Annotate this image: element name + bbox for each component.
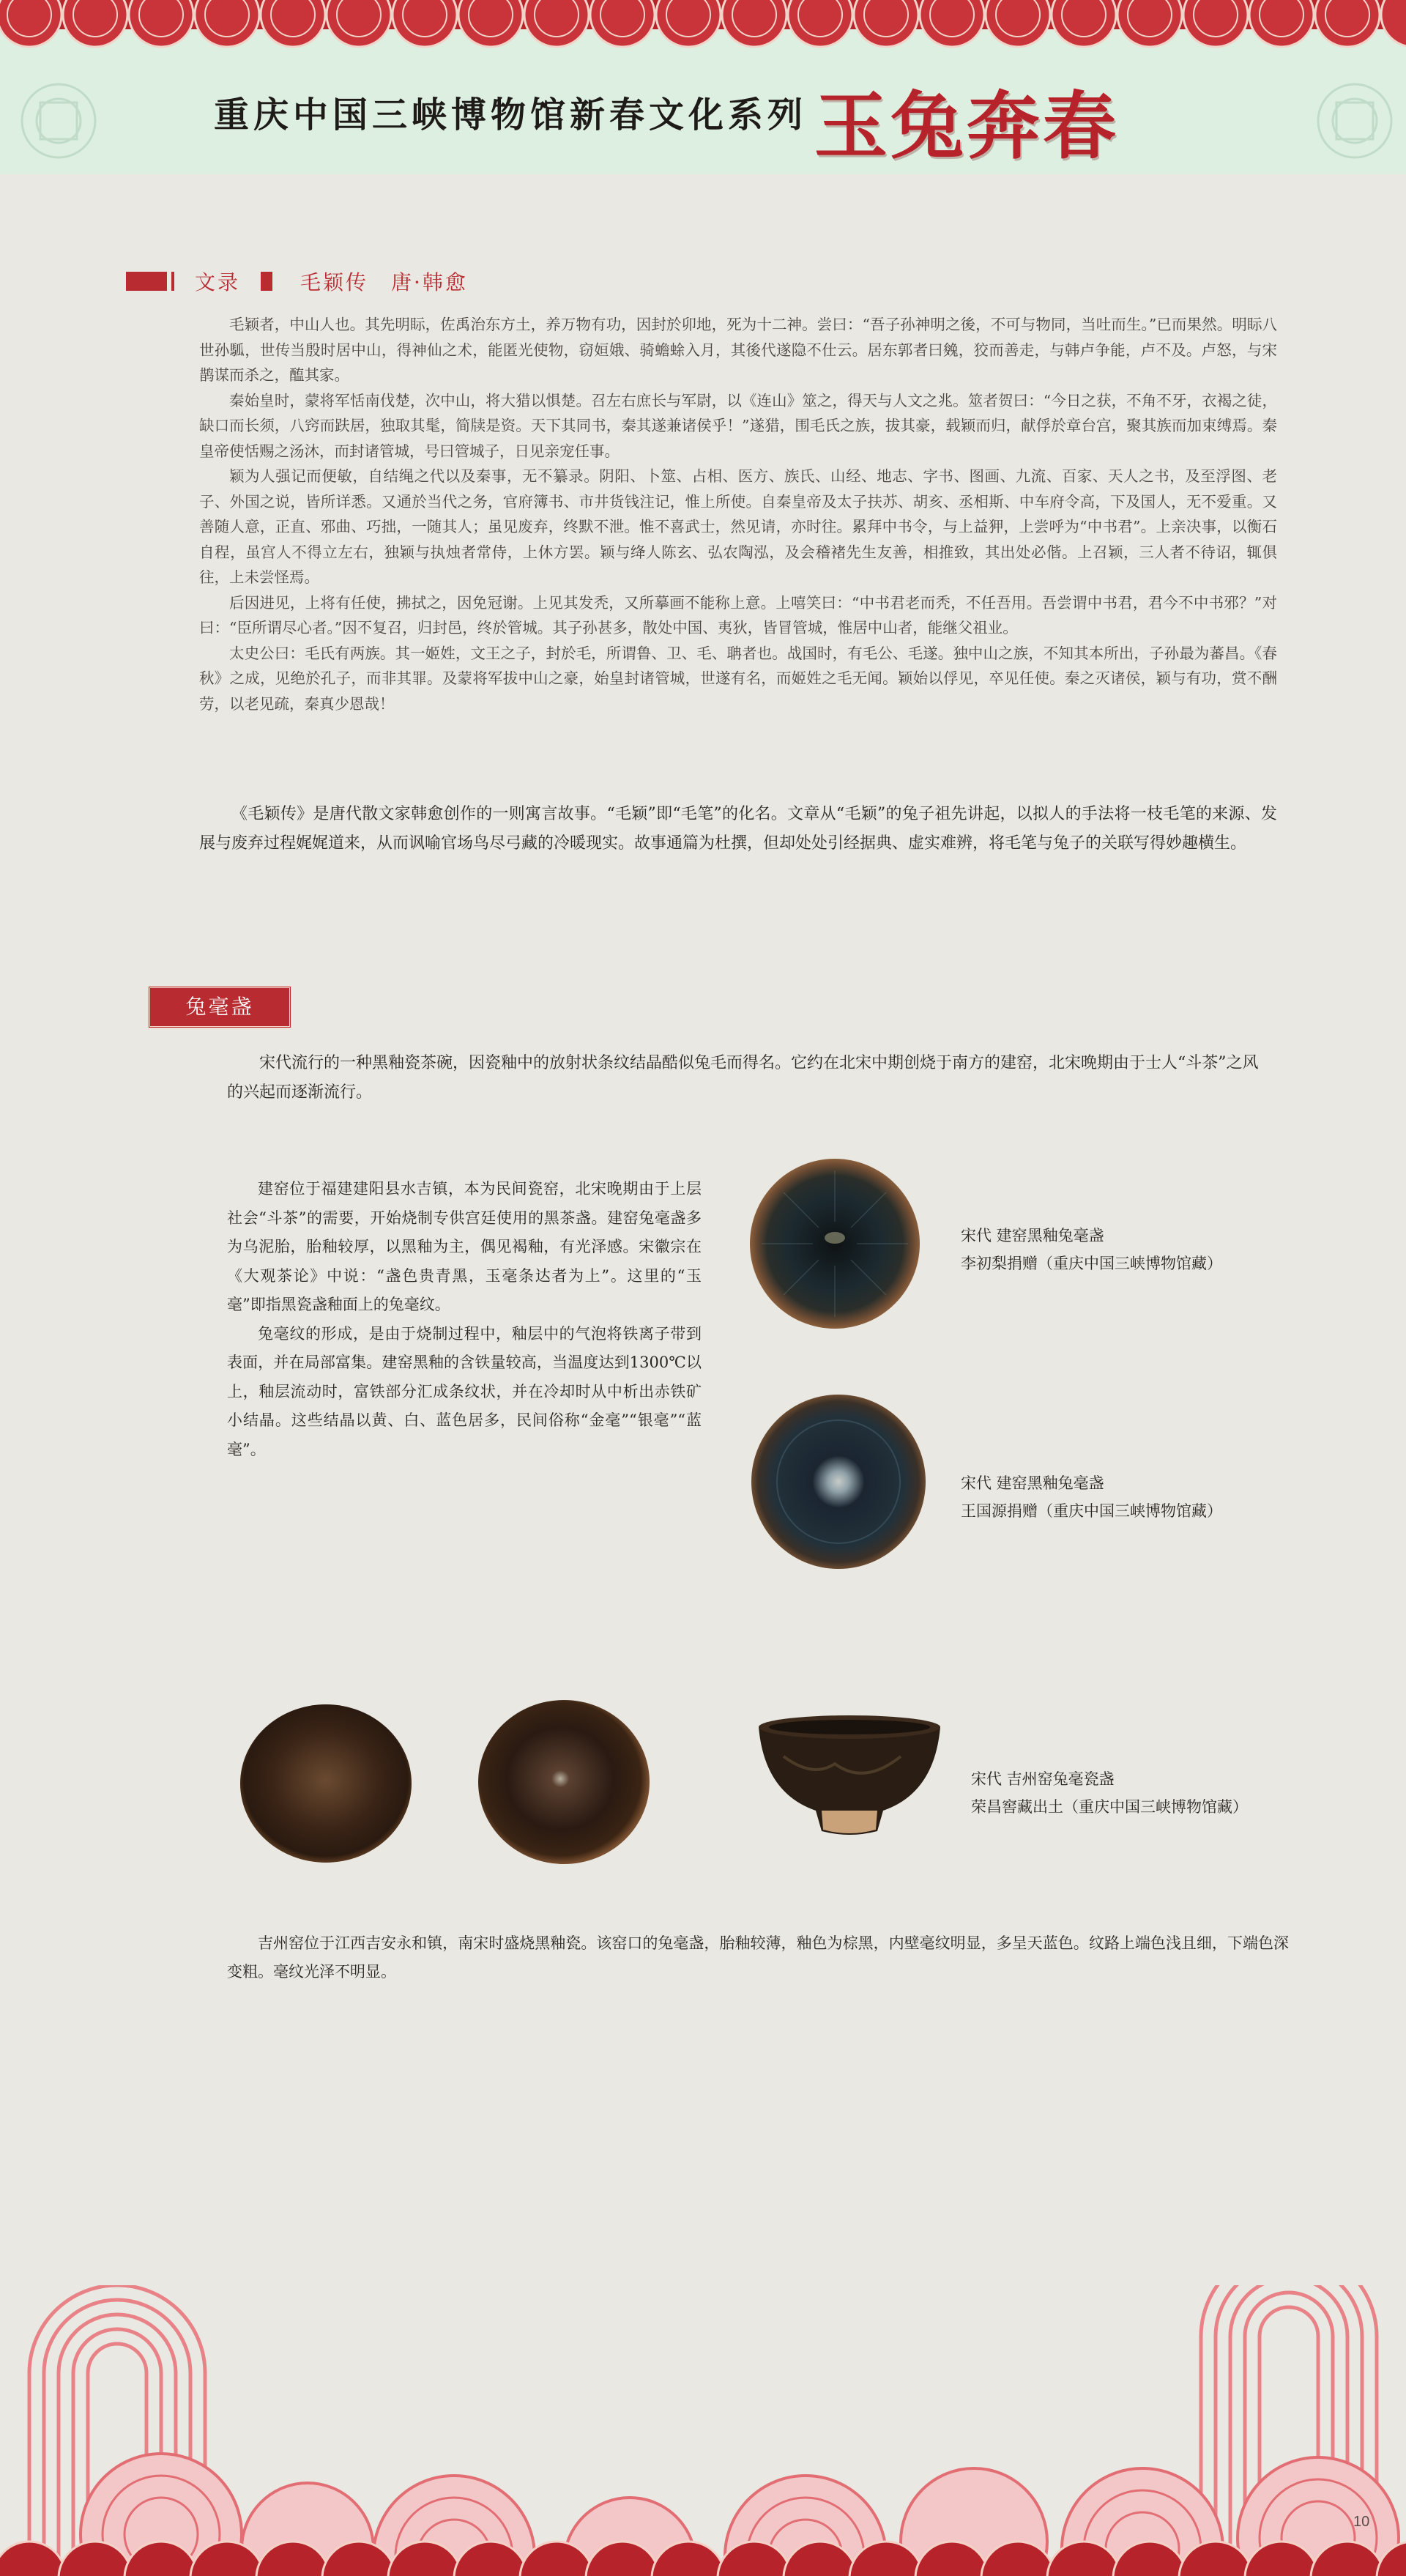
bowl-photo-1 [747, 1156, 923, 1332]
header-banner [0, 0, 1406, 174]
jizhou-bowl-photo-1 [238, 1702, 414, 1865]
text-paragraph: 兔毫纹的形成，是由于烧制过程中，釉层中的气泡将铁离子带到表面，并在局部富集。建窑黑釉的含铁量较高，当温度达到1300℃以上，釉层流动时，富铁部分汇成条纹状，并在冷却时从中析出赤铁矿小结晶。这些结晶以黄、白、蓝色居多，民间俗称“金毫”“银毫”“蓝毫”。 [227, 1324, 702, 1458]
caption-line: 王国源捐赠（重庆中国三峡博物馆藏） [961, 1502, 1222, 1520]
caption-line: 李初梨捐赠（重庆中国三峡博物馆藏） [961, 1255, 1222, 1272]
caption-line: 宋代 吉州窑兔毫瓷盏 [971, 1770, 1115, 1788]
jian-kiln-text [227, 1175, 702, 1464]
lattice-ornament-left [15, 66, 103, 174]
bowl-caption-2 [961, 1469, 1222, 1525]
article-paragraph: 太史公曰：毛氏有两族。其一姬姓，文王之子，封於毛，所谓鲁、卫、毛、聃者也。战国时，有毛公、毛遂。独中山之族，不知其本所出，子孙最为蕃昌。《春秋》之成，见绝於孔子，而非其罪。及蒙将军拔中山之豪，始皇封诸管城，世遂有名，而姬姓之毛无闻。颖始以俘见，卒见任使。秦之灭诸侯，颖与有功，赏不酬劳，以老见疏，秦真少恩哉！ [199, 644, 1277, 713]
jizhou-text: 吉州窑位于江西吉安永和镇，南宋时盛烧黑釉瓷。该窑口的兔毫盏，胎釉较薄，釉色为棕黑，内壁毫纹明显，多呈天蓝色。纹路上端色浅且细，下端色深变粗。毫纹光泽不明显。 [227, 1934, 1289, 1981]
bowl-caption-1 [961, 1222, 1222, 1277]
heading-bar-decoration [126, 272, 167, 291]
article-paragraph: 后因进见，上将有任使，拂拭之，因免冠谢。上见其发秃，又所摹画不能称上意。上嘻笑曰：“中书君老而秃，不任吾用。吾尝谓中书君，君今不中书邪？”对曰：“臣所谓尽心者。”因不复召，归封邑，终於管城。其子孙甚多，散处中国、夷狄，皆冒管城，惟居中山者，能继父祖业。 [199, 593, 1277, 636]
jizhou-bowl-photo-3 [754, 1712, 945, 1838]
article-paragraph: 秦始皇时，蒙将军恬南伐楚，次中山，将大猎以惧楚。召左右庶长与军尉，以《连山》筮之，得天与人文之兆。筮者贺曰：“今日之获，不角不牙，衣褐之徒，缺口而长须，八窍而趺居，独取其髦，简牍是资。天下其同书，秦其遂兼诸侯乎！”遂猎，围毛氏之族，拔其豪，载颖而归，献俘於章台宫，聚其族而加束缚焉。秦皇帝使恬赐之汤沐，而封诸管城，号曰管城子，日见亲宠任事。 [199, 391, 1277, 460]
section2-tag: 兔毫盏 [148, 986, 291, 1028]
footer-decoration [0, 2285, 1406, 2576]
scallop-border-top [0, 0, 1406, 51]
header-title: 重庆中国三峡博物馆新春文化系列 [214, 94, 808, 136]
heading-bar-decoration [261, 272, 272, 291]
caption-line: 宋代 建窑黑釉兔毫盏 [961, 1227, 1104, 1244]
page-number: 10 [1353, 2514, 1370, 2530]
bowl-caption-3 [971, 1765, 1248, 1821]
lattice-ornament-right [1311, 66, 1399, 174]
article-text [199, 312, 1277, 716]
article-paragraph: 颖为人强记而便敏，自结绳之代以及秦事，无不纂录。阴阳、卜筮、占相、医方、族氏、山经、地志、字书、图画、九流、百家、天人之书，及至浮图、老子、外国之说，皆所详悉。又通於当代之务，官府簿书、市井货钱注记，惟上所使。自秦皇帝及太子扶苏、胡亥、丞相斯、中车府令高，下及国人，无不爱重。又善随人意，正直、邪曲、巧拙，一随其人；虽见废弃，终默不泄。惟不喜武士，然见请，亦时往。累拜中书令，与上益狎，上尝呼为“中书君”。上亲决事，以衡石自程，虽宫人不得立左右，独颖与执烛者常侍，上休方罢。颖与绛人陈玄、弘农陶泓，及会稽褚先生友善，相推致，其出处必偕。上召颖，三人者不待诏，辄俱往，上未尝怪焉。 [199, 467, 1277, 586]
bowl-photo-2 [748, 1392, 929, 1572]
article-summary: 《毛颖传》是唐代散文家韩愈创作的一则寓言故事。“毛颖”即“毛笔”的化名。文章从“毛颖”的兔子祖先讲起，以拟人的手法将一枝毛笔的来源、发展与废弃过程娓娓道来，从而讽喻官场鸟尽弓藏的冷暖现实。故事通篇为杜撰，但却处处引经据典、虚实难辨，将毛笔与兔子的关联写得妙趣横生。 [199, 805, 1277, 853]
section1-title: 毛颖传 唐·韩愈 [300, 270, 468, 294]
caption-line: 宋代 建窑黑釉兔毫盏 [961, 1474, 1104, 1492]
section2-intro: 宋代流行的一种黑釉瓷茶碗，因瓷釉中的放射状条纹结晶酷似兔毛而得名。它约在北宋中期创烧于南方的建窑，北宋晚期由于士人“斗茶”之风的兴起而逐渐流行。 [227, 1054, 1259, 1102]
article-paragraph: 毛颖者，中山人也。其先明眎，佐禹治东方土，养万物有功，因封於卯地，死为十二神。尝曰：“吾子孙神明之後，不可与物同，当吐而生。”已而果然。明眎八世孙𩢍，世传当殷时居中山，得神仙之术，能匿光使物，窃姮娥、骑蟾蜍入月，其後代遂隐不仕云。居东郭者曰㕙，狡而善走，与韩卢争能，卢不及。卢怒，与宋鹊谋而杀之，醢其家。 [199, 316, 1277, 384]
header-brand-title: 玉兔奔春 [814, 83, 1119, 169]
section1-heading [126, 269, 468, 294]
section1-label: 文录 [195, 270, 241, 294]
text-paragraph: 建窑位于福建建阳县水吉镇，本为民间瓷窑，北宋晚期由于上层社会“斗茶”的需要，开始烧制专供宫廷使用的黑茶盏。建窑兔毫盏多为乌泥胎，胎釉较厚，以黑釉为主，偶见褐釉，有光泽感。宋徽宗在《大观茶论》中说：“盏色贵青黑，玉毫条达者为上”。这里的“玉毫”即指黑瓷盏釉面上的兔毫纹。 [227, 1180, 702, 1313]
jizhou-bowl-photo-2 [476, 1698, 652, 1866]
heading-bar-decoration [171, 272, 174, 291]
caption-line: 荣昌窖藏出土（重庆中国三峡博物馆藏） [971, 1798, 1248, 1816]
